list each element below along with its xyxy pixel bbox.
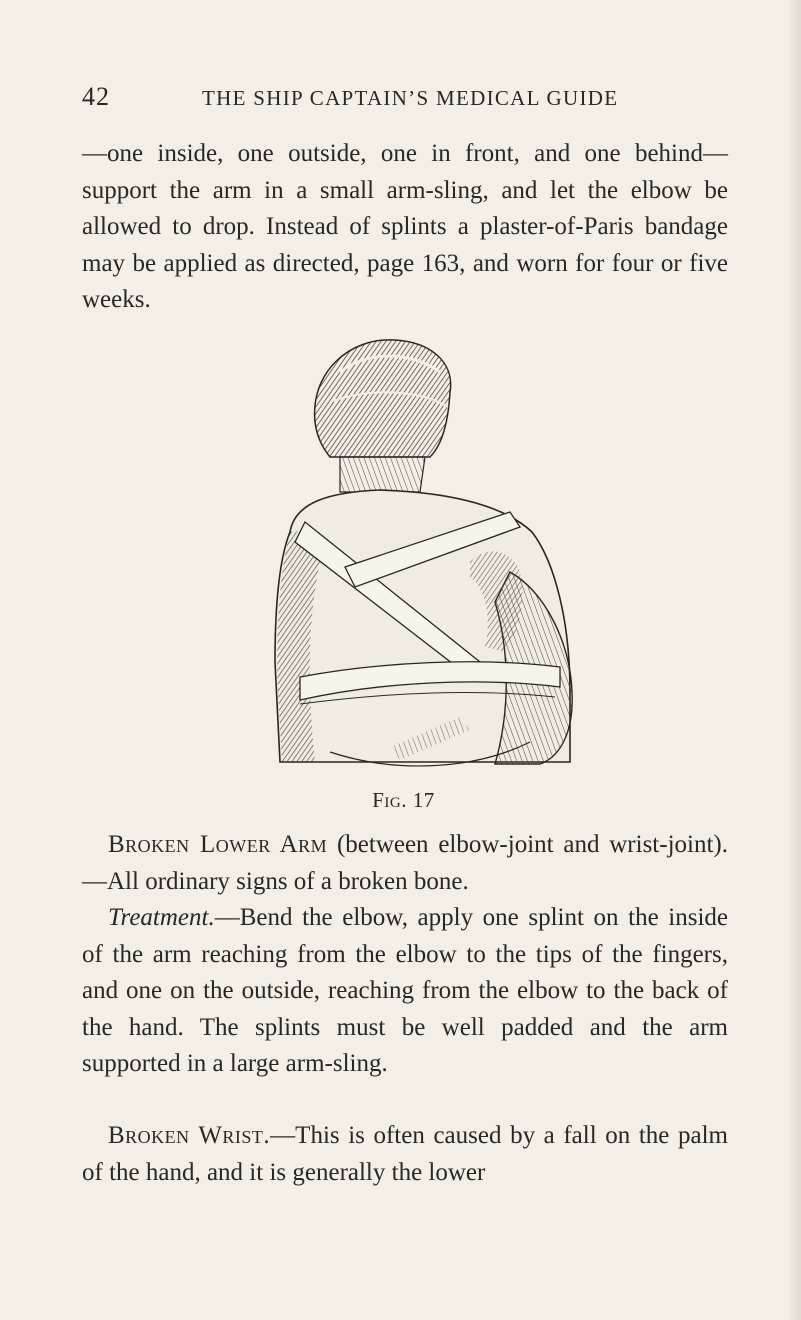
text-broken-wrist: —This is often caused by a fall on the palm of the hand, and it is generally the lower	[82, 1122, 728, 1186]
page-number: 42	[82, 82, 110, 111]
paragraph-continuation: —one inside, one outside, one in front, and one behind—support the arm in a small arm-sling, and let the elbow be allowed to drop. Instead of splints a plaster-of-Paris bandage may be applied as directed, page 163, and worn for four or five weeks.	[82, 140, 728, 313]
bandaged-shoulder-illustration-icon	[270, 332, 580, 772]
figure-illustration	[270, 332, 580, 772]
figure-caption	[0, 788, 801, 813]
paragraph-treatment	[82, 900, 728, 1083]
page-edge-shadow	[787, 0, 801, 1320]
text-broken-lower-arm: (between elbow-joint and wrist-joint).—All ordinary signs of a broken bone.	[82, 831, 728, 895]
heading-broken-lower-arm: Broken Lower Arm	[108, 831, 328, 858]
paragraph-broken-lower-arm	[82, 827, 728, 900]
heading-broken-wrist: Broken Wrist.	[108, 1122, 271, 1149]
figure-caption-text: Fig. 17	[372, 788, 435, 812]
heading-treatment: Treatment.	[108, 904, 215, 931]
running-head: THE SHIP CAPTAIN’S MEDICAL GUIDE	[202, 86, 619, 110]
paragraph-broken-wrist	[82, 1118, 728, 1191]
page-header	[82, 82, 722, 118]
text-treatment: —Bend the elbow, apply one splint on the inside of the arm reaching from the elbow to the tips of the fingers, and one on the outside, reaching from the elbow to the back of the hand. The splints must be well padded and the arm supported in a large arm-sling.	[82, 904, 728, 1077]
